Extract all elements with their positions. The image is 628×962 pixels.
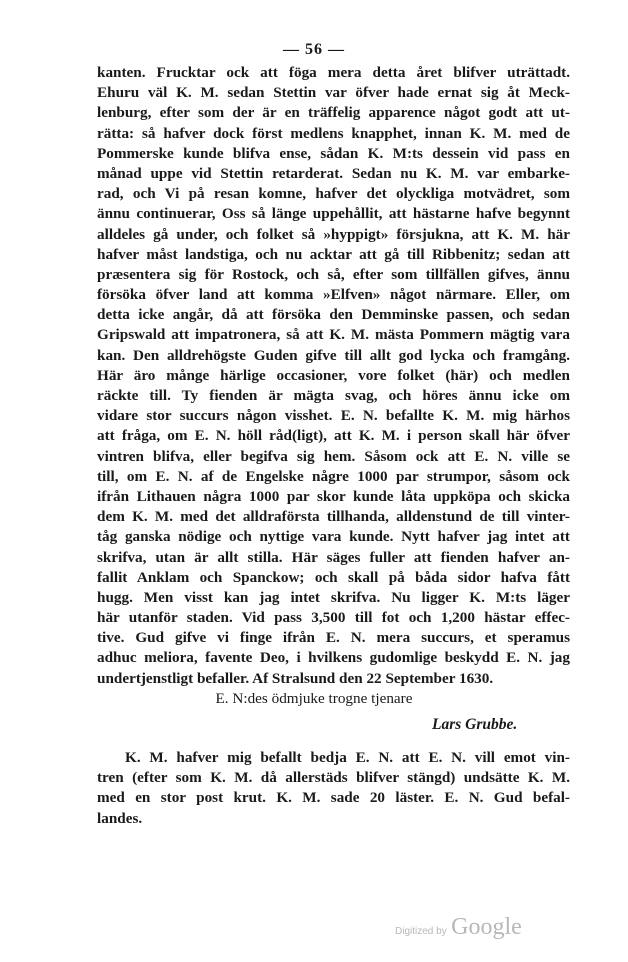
text-line: adhuc meliora, favente Deo, i hvilkens gudomlige beskydd E. N. jag bbox=[97, 649, 570, 667]
text-line: ännu continuerar, Oss så länge uppehållit, att hästarne hafve begynnt bbox=[97, 205, 570, 223]
text-line: fallit Anklam och Spanckow; och skall på båda sidor hafva fått bbox=[97, 568, 570, 586]
watermark-prefix: Digitized by bbox=[395, 926, 447, 937]
postscript bbox=[97, 748, 570, 829]
text-line: hugg. Men visst kan jag intet skrifva. Nu ligger K. M:ts läger bbox=[97, 588, 570, 606]
text-line: alldeles gå under, och folket så »hyppigt» försjukna, att K. M. här bbox=[97, 225, 570, 243]
text-line: hafver måst landstiga, och nu acktar att gå till Ribbenitz; sedan att bbox=[97, 245, 570, 263]
text-line: Gripswald att impatronera, så att K. M. mästa Pommern mägtig vara bbox=[97, 326, 570, 344]
text-line: försöka öfver land att komma »Elfven» något närmare. Eller, om bbox=[97, 286, 570, 304]
text-line: Ehuru väl K. M. sedan Stettin var öfver hade ernat sig åt Meck- bbox=[97, 84, 570, 102]
text-line: rätta: så hafver dock först medlens knapphet, innan K. M. med de bbox=[97, 124, 570, 142]
text-line: tåg ganska nödige och nyttige vara kunde. Nytt hafver jag intet att bbox=[97, 528, 570, 546]
digitized-watermark bbox=[395, 914, 522, 941]
text-line: vintren blifva, eller begifva sig hem. Såsom ock att E. N. ville se bbox=[97, 447, 570, 465]
text-line: Pommerske kunde blifva ense, sådan K. M:ts dessein vid pass en bbox=[97, 144, 570, 162]
text-line: detta icke angår, då att försöka den Demminske passen, och sedan bbox=[97, 306, 570, 324]
text-line: rad, och Vi på resan komne, hafver det olyckliga motvädret, som bbox=[97, 185, 570, 203]
text-line: undertjenstligt befaller. Af Stralsund den 22 September 1630. bbox=[97, 669, 494, 687]
page-number: — 56 — bbox=[283, 41, 345, 58]
letter-body bbox=[97, 63, 570, 689]
text-line: skrifva, utan är allt stilla. Här säges fuller att fienden hafver an- bbox=[97, 548, 570, 566]
text-line: præsentera sig för Rostock, och så, efter som tillfällen gifves, ännu bbox=[97, 265, 570, 283]
text-line: tive. Gud gifve vi finge ifrån E. N. mera succurs, et speramus bbox=[97, 629, 570, 647]
text-line: ifrån Lithauen några 1000 par skor kunde låta uppköpa och skicka bbox=[97, 487, 570, 505]
text-line: vidare stor succurs någon visshet. E. N. befallte K. M. mig härhos bbox=[97, 407, 570, 425]
closing-salutation: E. N:des ödmjuke trogne tjenare bbox=[215, 690, 413, 707]
text-line: K. M. hafver mig befallt bedja E. N. att E. N. vill emot vin- bbox=[125, 749, 570, 766]
text-line: månad uppe vid Stettin retarderat. Sedan nu K. M. var embarke- bbox=[97, 164, 570, 182]
text-line: Här äro månge härlige occasioner, vore folket (här) och medlen bbox=[97, 366, 570, 384]
text-line: med en stor post krut. K. M. sade 20 läster. E. N. Gud befal- bbox=[97, 789, 570, 807]
text-line: att fråga, om E. N. höll råd(ligt), att K. M. i person skall här öfver bbox=[97, 427, 570, 445]
text-line: till, om E. N. af de Engelske någre 1000 par strumpor, såsom ock bbox=[97, 467, 570, 485]
text-line: tren (efter som K. M. då allerstäds blifver stängd) undsätte K. M. bbox=[97, 769, 570, 787]
google-logo: Google bbox=[451, 914, 522, 940]
text-line: kan. Den alldrehögste Guden gifve till allt god lycka och framgång. bbox=[97, 346, 570, 364]
text-line: dem K. M. med det alldraförsta tillhanda, alldenstund de till vinter- bbox=[97, 508, 570, 526]
text-line: kanten. Frucktar ock att föga mera detta året blifver uträttadt. bbox=[97, 64, 570, 81]
text-line: här utanför staden. Vid pass 3,500 till fot och 1,200 hästar effec- bbox=[97, 609, 570, 627]
text-line: räckte till. Ty fienden är mägta svag, och höres ännu icke om bbox=[97, 387, 570, 404]
text-line: landes. bbox=[97, 809, 143, 827]
text-line: lenburg, efter som der är en träffelig apparence något godt att ut- bbox=[97, 104, 570, 122]
signature: Lars Grubbe. bbox=[432, 716, 518, 733]
